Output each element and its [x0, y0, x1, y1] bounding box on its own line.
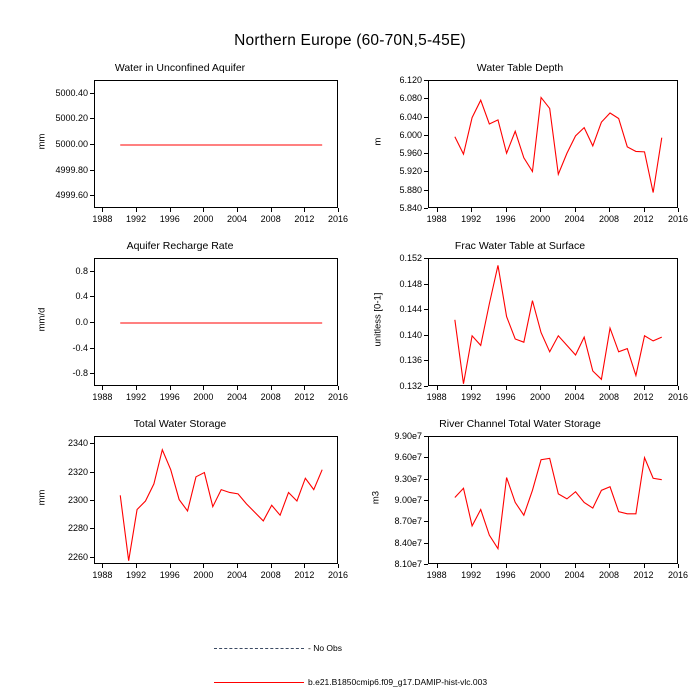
x-tick-mark: [609, 564, 610, 568]
x-tick-label: 2004: [227, 570, 248, 580]
y-tick-label: 6.120: [399, 75, 422, 85]
series-line: [95, 259, 338, 386]
y-tick-mark: [424, 543, 428, 544]
x-tick-label: 1988: [426, 392, 447, 402]
y-tick-label: 8.40e7: [394, 537, 422, 548]
x-tick-mark: [338, 208, 339, 212]
legend-swatch-obs: [214, 648, 304, 649]
panel-title: Water in Unconfined Aquifer: [114, 62, 246, 74]
legend: [0, 640, 700, 688]
x-tick-label: 1992: [461, 392, 482, 402]
y-tick-label: 0.148: [399, 278, 422, 289]
y-tick-mark: [424, 117, 428, 118]
x-tick-mark: [644, 386, 645, 390]
x-tick-label: 1992: [126, 392, 147, 402]
x-tick-label: 1996: [495, 392, 516, 402]
x-tick-mark: [271, 208, 272, 212]
x-tick-label: 2016: [327, 214, 349, 224]
x-tick-label: 2012: [633, 214, 654, 224]
x-tick-label: 2000: [193, 214, 214, 224]
x-tick-mark: [678, 564, 679, 568]
x-tick-mark: [471, 564, 472, 568]
y-tick-mark: [90, 271, 94, 272]
x-tick-mark: [136, 208, 137, 212]
y-tick-label: 0.4: [75, 291, 88, 302]
y-tick-label: 8.10e7: [394, 559, 422, 569]
series-line: [429, 437, 678, 564]
x-tick-label: 2012: [294, 392, 315, 402]
y-tick-label: 9.60e7: [394, 452, 422, 463]
x-tick-label: 1992: [461, 570, 482, 580]
x-tick-mark: [203, 564, 204, 568]
x-tick-label: 2000: [530, 570, 551, 580]
y-tick-mark: [424, 521, 428, 522]
x-tick-mark: [609, 208, 610, 212]
x-tick-label: 1996: [159, 214, 180, 224]
panel-title: Frac Water Table at Surface: [454, 240, 586, 252]
x-tick-label: 2000: [193, 392, 214, 402]
x-tick-label: 1988: [92, 570, 113, 580]
x-tick-mark: [506, 564, 507, 568]
y-tick-label: 8.70e7: [394, 516, 422, 527]
x-tick-mark: [678, 386, 679, 390]
x-tick-mark: [437, 386, 438, 390]
x-tick-label: 2000: [530, 392, 551, 402]
x-tick-label: 2012: [294, 570, 315, 580]
y-tick-label: 6.000: [399, 129, 422, 140]
plot-area: [94, 80, 338, 208]
y-tick-label: 9.90e7: [394, 431, 422, 441]
x-tick-mark: [170, 208, 171, 212]
series-line: [95, 81, 338, 208]
x-tick-mark: [237, 564, 238, 568]
x-tick-mark: [506, 386, 507, 390]
x-tick-label: 1992: [461, 214, 482, 224]
y-axis-label: mm/d: [36, 307, 48, 332]
x-tick-mark: [304, 386, 305, 390]
x-tick-mark: [437, 564, 438, 568]
legend-row-obs: [0, 640, 700, 656]
y-axis-label: unitless [0-1]: [372, 292, 384, 347]
x-tick-label: 2008: [260, 214, 281, 224]
y-tick-mark: [424, 284, 428, 285]
y-tick-mark: [424, 190, 428, 191]
legend-row-model: [0, 674, 700, 690]
x-tick-label: 1988: [92, 392, 113, 402]
y-tick-mark: [424, 153, 428, 154]
panel-river-channel-total-water-storage: [360, 418, 689, 588]
y-tick-mark: [424, 309, 428, 310]
y-tick-mark: [90, 373, 94, 374]
x-tick-mark: [237, 386, 238, 390]
x-tick-mark: [304, 208, 305, 212]
x-tick-mark: [102, 564, 103, 568]
x-tick-mark: [575, 208, 576, 212]
y-tick-label: 5000.40: [55, 87, 88, 98]
x-tick-mark: [203, 386, 204, 390]
y-tick-label: 0.8: [75, 265, 88, 276]
x-tick-label: 2016: [667, 392, 689, 402]
legend-label-obs: - No Obs: [308, 643, 343, 653]
plot-area: [94, 436, 338, 564]
y-tick-label: 4999.80: [55, 164, 88, 175]
plot-area: [428, 436, 678, 564]
x-tick-label: 1996: [495, 214, 516, 224]
y-tick-mark: [424, 360, 428, 361]
y-tick-label: 5000.20: [55, 113, 88, 124]
y-tick-mark: [424, 335, 428, 336]
y-tick-mark: [424, 98, 428, 99]
x-tick-label: 2008: [599, 214, 620, 224]
y-tick-mark: [90, 296, 94, 297]
y-tick-label: 0.136: [399, 355, 422, 366]
y-tick-label: 0.140: [399, 329, 422, 340]
y-tick-mark: [90, 170, 94, 171]
x-tick-label: 2016: [667, 570, 689, 580]
x-tick-mark: [170, 564, 171, 568]
panel-water-in-unconfined-aquifer: [20, 62, 349, 232]
x-tick-label: 2004: [227, 214, 248, 224]
x-tick-mark: [678, 208, 679, 212]
y-axis-label: m3: [370, 490, 382, 505]
x-tick-mark: [304, 564, 305, 568]
x-tick-label: 1988: [92, 214, 113, 224]
x-tick-label: 2004: [564, 214, 585, 224]
y-tick-label: 5000.00: [55, 139, 88, 149]
y-tick-mark: [90, 557, 94, 558]
x-tick-mark: [471, 208, 472, 212]
y-tick-label: 0.132: [399, 381, 422, 391]
x-tick-mark: [540, 564, 541, 568]
x-tick-mark: [338, 564, 339, 568]
x-tick-label: 1996: [495, 570, 516, 580]
y-tick-mark: [424, 457, 428, 458]
panel-title: Aquifer Recharge Rate: [126, 240, 234, 252]
y-tick-label: 2300: [67, 495, 88, 505]
x-tick-mark: [644, 208, 645, 212]
x-tick-label: 1988: [426, 214, 447, 224]
x-tick-mark: [540, 208, 541, 212]
x-tick-mark: [271, 564, 272, 568]
panel-frac-water-table-at-surface: [360, 240, 689, 410]
x-tick-mark: [136, 564, 137, 568]
y-tick-label: 0.144: [399, 304, 422, 315]
y-tick-label: 5.960: [399, 148, 422, 159]
y-tick-mark: [90, 528, 94, 529]
y-tick-mark: [90, 118, 94, 119]
x-tick-label: 2004: [564, 392, 585, 402]
y-tick-label: 4999.60: [55, 190, 88, 201]
x-tick-mark: [644, 564, 645, 568]
panel-title: Total Water Storage: [133, 418, 227, 430]
y-tick-mark: [90, 500, 94, 501]
plot-area: [428, 80, 678, 208]
panel-total-water-storage: [20, 418, 349, 588]
x-tick-label: 2016: [327, 570, 349, 580]
legend-swatch-model: [214, 682, 304, 683]
y-tick-mark: [424, 500, 428, 501]
y-axis-label: m: [372, 137, 384, 146]
x-tick-mark: [102, 386, 103, 390]
y-tick-label: 2320: [67, 466, 88, 477]
x-tick-label: 1996: [159, 392, 180, 402]
series-line: [429, 81, 678, 208]
y-tick-mark: [90, 195, 94, 196]
y-tick-mark: [424, 386, 428, 387]
x-tick-label: 2008: [599, 570, 620, 580]
x-tick-label: 2012: [633, 392, 654, 402]
y-tick-label: 5.840: [399, 203, 422, 213]
x-tick-mark: [203, 208, 204, 212]
y-tick-label: 0.0: [75, 317, 88, 327]
y-axis-label: mm: [36, 489, 48, 506]
y-tick-mark: [90, 322, 94, 323]
panel-aquifer-recharge-rate: [20, 240, 349, 410]
y-tick-mark: [424, 171, 428, 172]
x-tick-mark: [437, 208, 438, 212]
y-tick-mark: [90, 472, 94, 473]
y-tick-label: 2340: [67, 438, 88, 449]
series-line: [429, 259, 678, 386]
x-tick-mark: [471, 386, 472, 390]
x-tick-mark: [575, 564, 576, 568]
plot-area: [428, 258, 678, 386]
y-tick-label: 5.880: [399, 184, 422, 195]
x-tick-label: 1996: [159, 570, 180, 580]
y-tick-mark: [90, 348, 94, 349]
legend-label-model: b.e21.B1850cmip6.f09_g17.DAMIP-hist-vlc.003: [308, 677, 488, 687]
y-tick-mark: [424, 479, 428, 480]
x-tick-label: 2016: [327, 392, 349, 402]
x-tick-mark: [102, 208, 103, 212]
plot-area: [94, 258, 338, 386]
x-tick-label: 1988: [426, 570, 447, 580]
y-tick-label: -0.8: [72, 368, 88, 379]
y-tick-mark: [90, 93, 94, 94]
y-axis-label: mm: [36, 133, 48, 150]
y-tick-label: 5.920: [399, 166, 422, 177]
x-tick-mark: [338, 386, 339, 390]
x-tick-label: 2004: [227, 392, 248, 402]
x-tick-mark: [506, 208, 507, 212]
x-tick-mark: [271, 386, 272, 390]
x-tick-label: 2008: [260, 570, 281, 580]
x-tick-label: 2016: [667, 214, 689, 224]
x-tick-label: 2012: [294, 214, 315, 224]
y-tick-mark: [424, 80, 428, 81]
y-tick-label: 2260: [67, 551, 88, 562]
y-tick-mark: [424, 258, 428, 259]
y-tick-label: 2280: [67, 523, 88, 534]
y-tick-mark: [424, 436, 428, 437]
y-tick-mark: [424, 208, 428, 209]
y-tick-mark: [424, 135, 428, 136]
x-tick-mark: [136, 386, 137, 390]
y-tick-mark: [424, 564, 428, 565]
x-tick-label: 2004: [564, 570, 585, 580]
y-tick-label: 9.00e7: [394, 495, 422, 505]
x-tick-mark: [170, 386, 171, 390]
y-tick-label: -0.4: [72, 342, 88, 353]
x-tick-label: 1992: [126, 214, 147, 224]
panel-water-table-depth: [360, 62, 689, 232]
y-tick-label: 6.080: [399, 93, 422, 104]
x-tick-label: 2008: [260, 392, 281, 402]
x-tick-label: 1992: [126, 570, 147, 580]
y-tick-label: 0.152: [399, 253, 422, 263]
y-tick-mark: [90, 144, 94, 145]
y-tick-mark: [90, 443, 94, 444]
panel-title: River Channel Total Water Storage: [439, 418, 601, 430]
x-tick-mark: [540, 386, 541, 390]
y-tick-label: 9.30e7: [394, 473, 422, 484]
x-tick-label: 2000: [193, 570, 214, 580]
series-line: [95, 437, 338, 564]
x-tick-mark: [575, 386, 576, 390]
x-tick-label: 2012: [633, 570, 654, 580]
x-tick-mark: [237, 208, 238, 212]
y-tick-label: 6.040: [399, 111, 422, 122]
page-title: Northern Europe (60-70N,5-45E): [234, 32, 466, 49]
panel-title: Water Table Depth: [476, 62, 564, 74]
x-tick-mark: [609, 386, 610, 390]
x-tick-label: 2008: [599, 392, 620, 402]
x-tick-label: 2000: [530, 214, 551, 224]
